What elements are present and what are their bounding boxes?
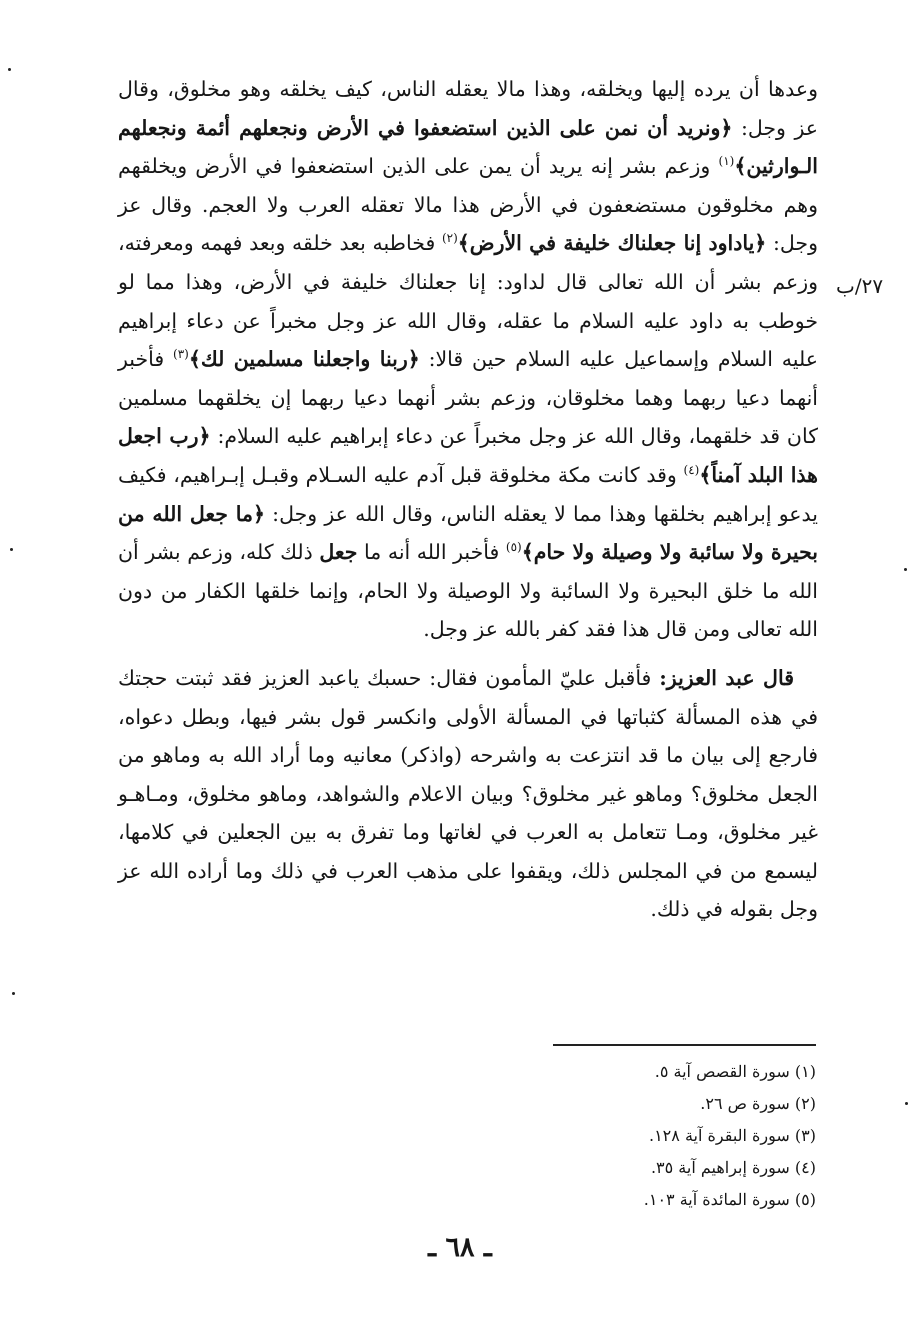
text-span: فأقبل عليّ المأمون فقال: حسبك ياعبد العزيز فقد ثبتت حجتك في هذه المسألة كثباتها في المسألة الأولى وانكسر قول بشر فيها، وبطل دعواه، فارجع إلى بيان ما قد انتزعت به واشرحه (واذكر) معانيه وما أراد الله به وماهو من الجعل مخلوق؟ وماهو غير مخلوق؟ وبيان الاعلام والشواهد، وماهو مخلوق، ومـاهـو غير مخلوق، ومـا تتعامل به العرب في لغاتها وما تفرق به بين الجعلين في كلامها، ليسمع من في المجلس ذلك، ويقفوا على مذهب العرب في ذلك وما أراده الله عز وجل بقوله في ذلك. xyxy=(118,665,818,922)
text-span: ذلك كله، وزعم بشر أن الله ما خلق البحيرة ولا السائبة ولا الوصيلة ولا الحام، وإنما خلقها الكفار من دون الله تعالى ومن قال هذا فقد كفر بالله عز وجل. xyxy=(118,540,818,642)
quran-quote: ﴿ما جعل الله من بحيرة ولا سائبة ولا وصيلة ولا حام﴾ xyxy=(118,501,819,565)
paragraph-1 xyxy=(118,70,818,649)
quran-quote: ﴿ياداود إنا جعلناك خليفة في الأرض﴾ xyxy=(457,231,767,256)
text-span: وزعم بشر إنه يريد أن يمن على الذين استضعفوا في الأرض ويخلقهم وهم مخلوقون مستضعفون في الأرض هذا مالا تعقله العرب ولا العجم. وقال عز وجل: xyxy=(118,154,818,256)
footnote-2: (٢) سورة ص ٢٦. xyxy=(700,1094,816,1113)
emphasized-word: جعل xyxy=(319,540,358,565)
quran-quote: ﴿ونريد أن نمن على الذين استضعفوا في الأرض ونجعلهم أئمة ونجعلهم الـوارثين﴾ xyxy=(118,115,818,179)
footnote-5: (٥) سورة المائدة آية ١٠٣. xyxy=(643,1190,816,1209)
page-number: ـ ٦٨ ـ xyxy=(428,1232,492,1263)
scan-speck xyxy=(904,568,907,571)
footnote-ref-4[interactable]: (٤) xyxy=(683,463,700,478)
quran-quote: ﴿رب اجعل هذا البلد آمناً﴾ xyxy=(118,424,818,487)
text-span: فخاطبه بعد خلقه وبعد فهمه ومعرفته، وزعم بشر أن الله تعالى قال لداود: إنا جعلناك خليفة في الأرض، وهذا مما لو خوطب به داود عليه السلام ما عقله، وقال الله عز وجل مخبراً عن دعاء إبراهيم عليه السلام وإسماعيل عليه السلام حين قالا: xyxy=(118,231,818,372)
footnote-4: (٤) سورة إبراهيم آية ٣٥. xyxy=(650,1158,816,1177)
footnote-ref-1[interactable]: (١) xyxy=(718,154,735,169)
main-text xyxy=(118,70,818,929)
paragraph-2 xyxy=(118,659,818,929)
footnote-ref-2[interactable]: (٢) xyxy=(441,231,458,246)
text-span: فأخبر أنهما دعيا ربهما وهما مخلوقان، وزعم بشر أنهما دعيا ربهما إن يخلقهما مسلمين كان قد خلقهما، وقال الله عز وجل مخبراً عن دعاء إبراهيم عليه السلام: xyxy=(118,347,818,449)
text-span: فأخبر الله أنه ما xyxy=(357,540,506,565)
quran-quote: ﴿ربنا واجعلنا مسلمين لك﴾ xyxy=(188,347,420,372)
scan-speck xyxy=(12,992,15,995)
footnote-3: (٣) سورة البقرة آية ١٢٨. xyxy=(648,1126,816,1145)
speaker-label: قال عبد العزيز: xyxy=(659,665,794,690)
text-span: وعدها أن يرده إليها ويخلقه، وهذا مالا يعقله الناس، كيف يخلقه وهو مخلوق، وقال عز وجل: xyxy=(118,77,818,140)
scan-speck xyxy=(10,548,13,551)
scan-speck xyxy=(905,1102,908,1105)
footnote-ref-5[interactable]: (٥) xyxy=(505,540,522,555)
scan-speck xyxy=(8,68,11,71)
footnotes xyxy=(420,1056,816,1216)
footnote-ref-3[interactable]: (٣) xyxy=(173,347,189,362)
folio-margin-note: ٢٧/ب xyxy=(836,274,884,298)
footnote-divider xyxy=(553,1044,816,1046)
footnote-1: (١) سورة القصص آية ٥. xyxy=(654,1062,816,1081)
text-span: وقد كانت مكة مخلوقة قبل آدم عليه السـلام وقبـل إبـراهيم، فكيف يدعو إبراهيم بخلقها وهذا مما لا يعقله الناس، وقال الله عز وجل: xyxy=(118,462,818,526)
